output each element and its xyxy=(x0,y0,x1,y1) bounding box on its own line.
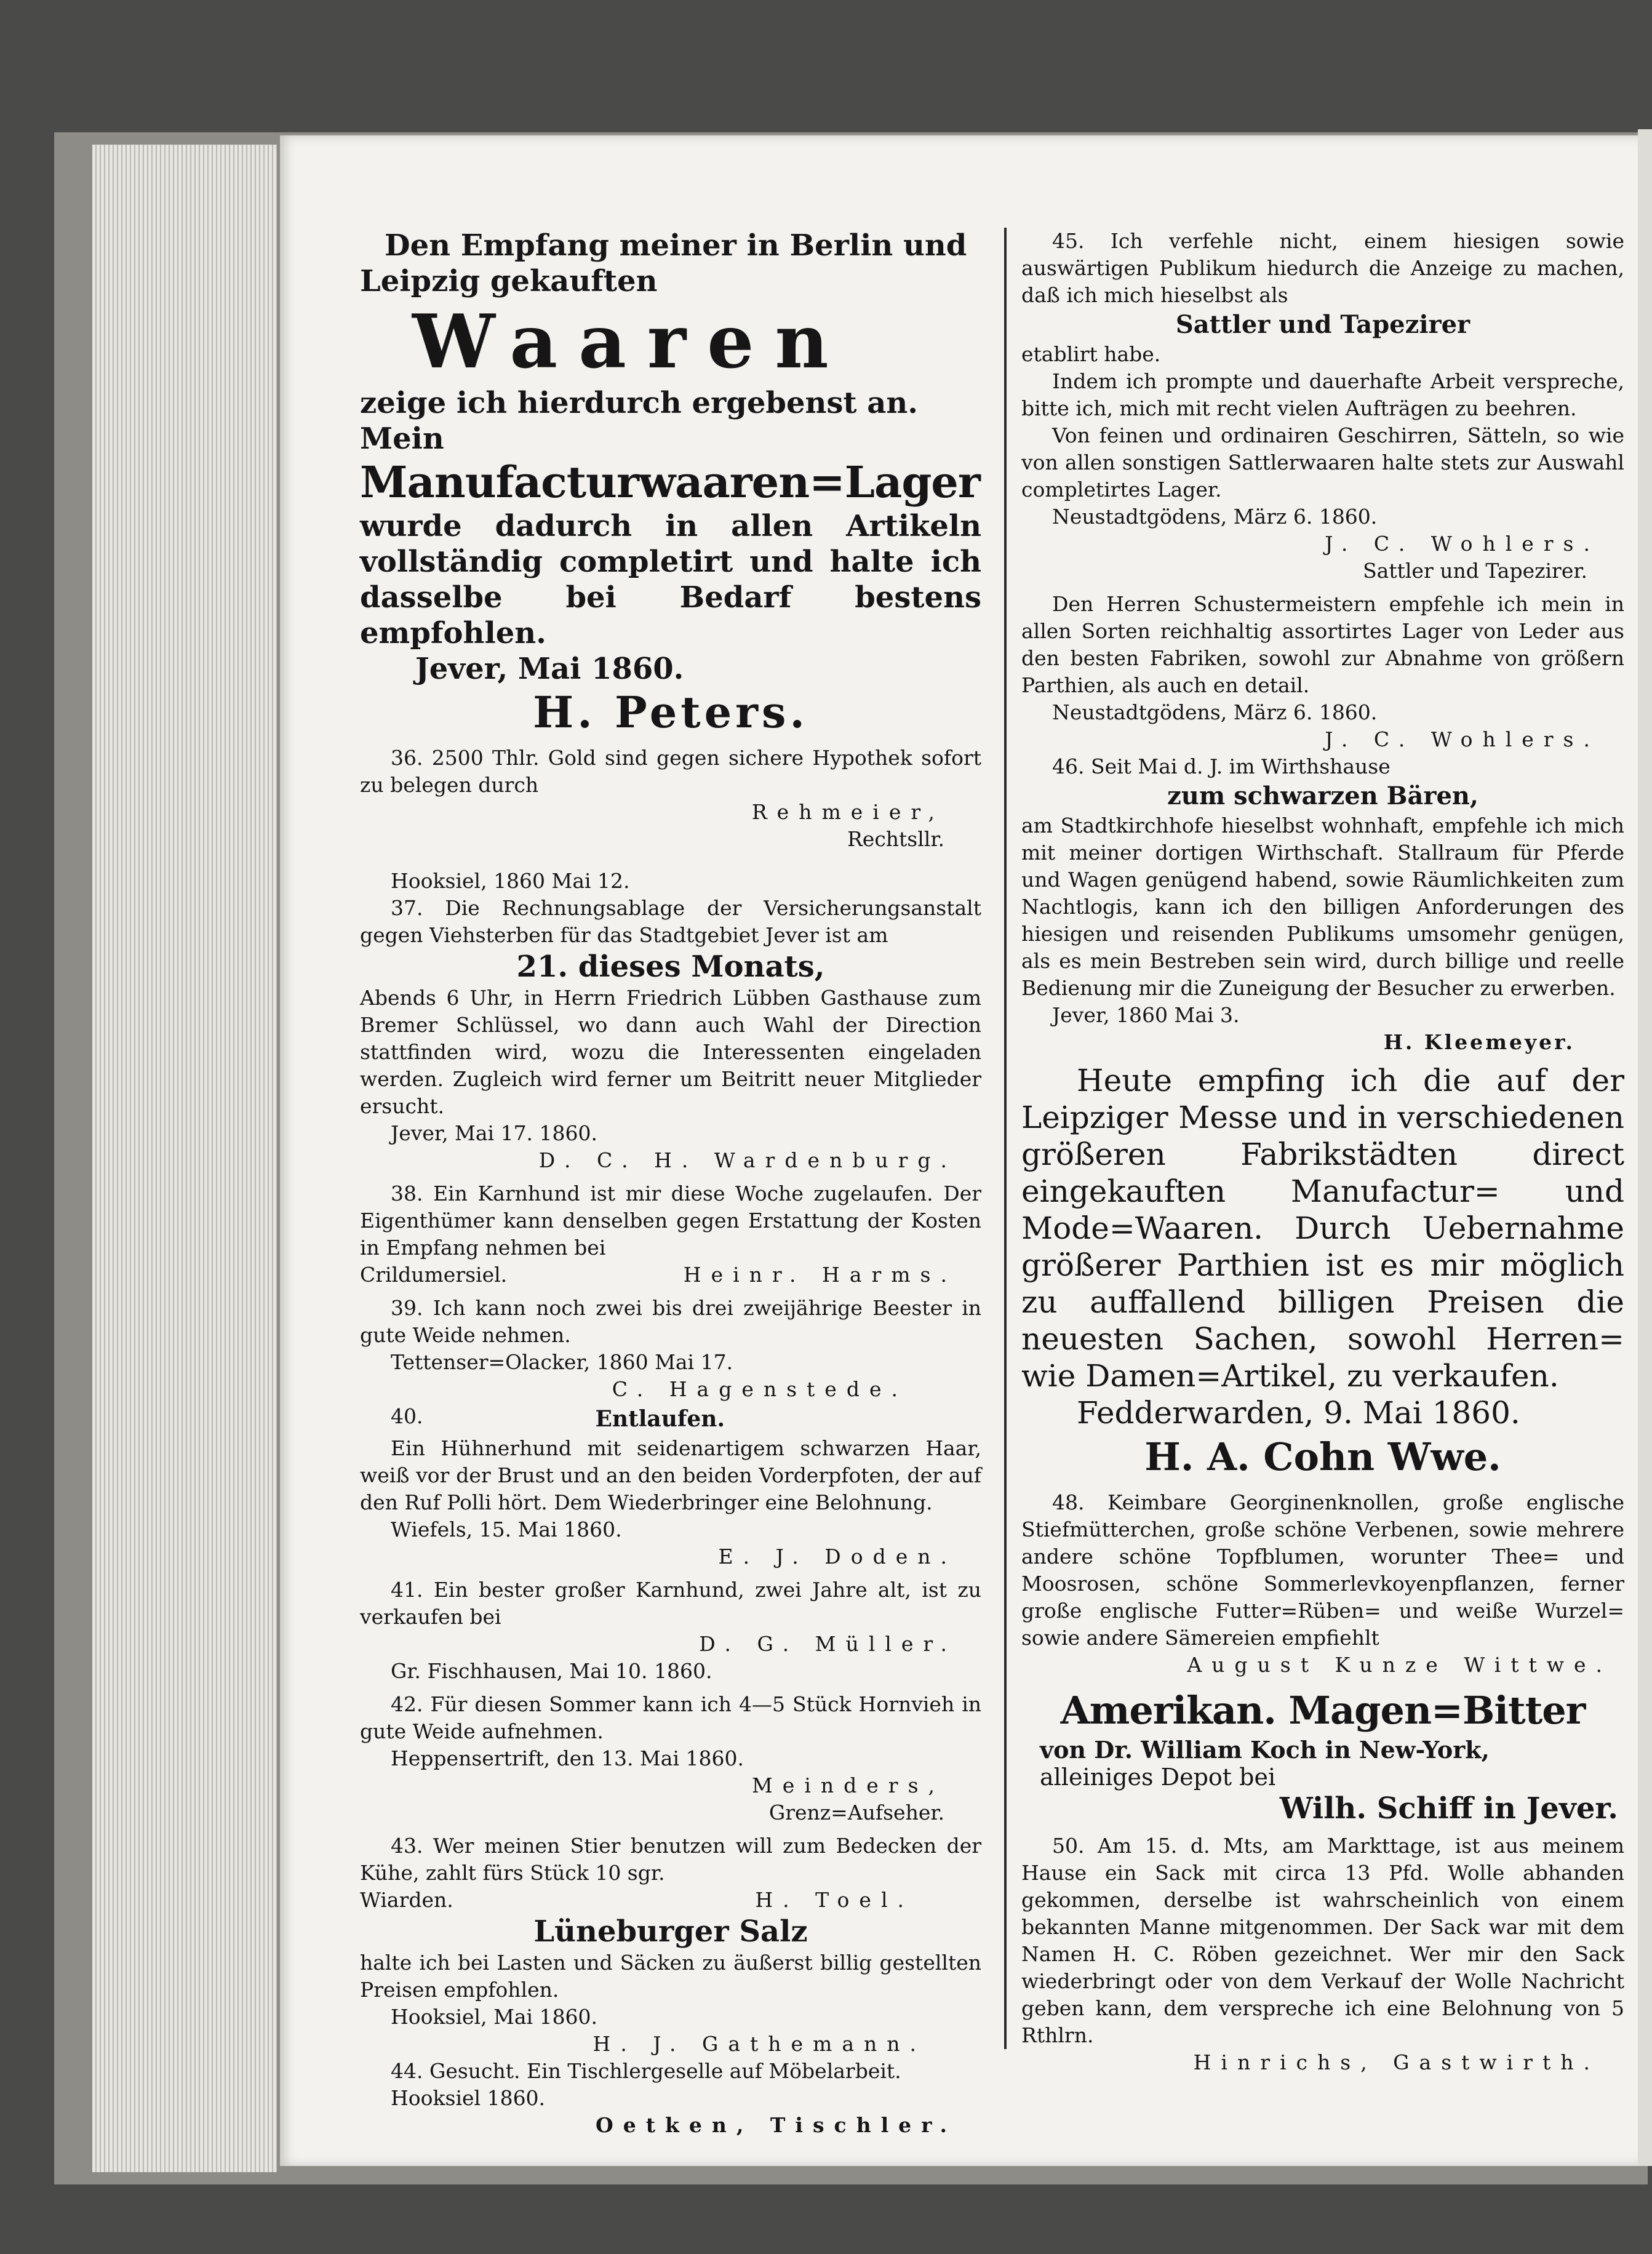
ad-bitter xyxy=(1021,1685,1624,1826)
ad-text: 43. Wer meinen Stier benutzen will zum Bedecken der Kühe, zahlt fürs Stück 10 sgr. xyxy=(360,1834,981,1885)
ad-37 xyxy=(360,895,981,1174)
ad-body: wurde dadurch in allen Artikeln vollständig completirt und halte ich dasselbe bei Bedarf bestens empfohlen. xyxy=(360,509,981,650)
ad-place: Crildumersiel. xyxy=(360,1263,508,1287)
ad-heading: Amerikan. Magen=Bitter xyxy=(1060,1688,1586,1733)
ad-place-date: Hooksiel 1860. xyxy=(391,2086,546,2110)
ad-signer: D. C. H. Wardenburg. xyxy=(538,1148,957,1172)
ad-text: 36. 2500 Thlr. Gold sind gegen sichere Hypothek sofort zu belegen durch xyxy=(360,746,981,797)
ad-body: Heute empfing ich die auf der Leipziger Messe und in verschiedenen größeren Fabrikstädten direct eingekauften Manufactur= und Mode=Waaren. Durch Uebernahme größerer Parthien ist es mir möglich zu auffallend billigen Preisen die neuesten Sachen, sowohl Herren= wie Damen=Artikel, zu verkaufen. xyxy=(1021,1063,1624,1394)
ad-paragraph: Indem ich prompte und dauerhafte Arbeit verspreche, bitte ich, mich mit recht vielen Aufträgen zu beehren. xyxy=(1021,369,1624,420)
ad-place-date: Neustadtgödens, März 6. 1860. xyxy=(1052,700,1378,724)
ad-42 xyxy=(360,1691,981,1826)
ad-text: 37. Die Rechnungsablage der Versicherungsanstalt gegen Viehsterben für das Stadtgebiet Jever ist am xyxy=(360,896,981,947)
ad-dealer: Wilh. Schiff in Jever. xyxy=(1279,1791,1618,1826)
ad-38 xyxy=(360,1180,981,1289)
ad-text: 46. Seit Mai d. J. im Wirthshause xyxy=(1052,754,1391,778)
ad-text: Ein Hühnerhund mit seidenartigem schwarzen Haar, weiß vor der Brust und an den beiden Vorderpfoten, der auf den Ruf Polli hört. Dem Wiederbringer eine Belohnung. xyxy=(360,1436,981,1514)
right-column xyxy=(1021,228,1624,2076)
ad-text: etablirt habe. xyxy=(1021,342,1161,366)
ad-text: von Dr. William Koch in New-York, xyxy=(1040,1736,1490,1764)
ad-40 xyxy=(360,1403,981,1570)
ad-text: 41. Ein bester großer Karnhund, zwei Jahre alt, ist zu verkaufen bei xyxy=(360,1578,981,1629)
page-stack-edge xyxy=(92,145,277,2172)
ad-signer: H. J. Gathemann. xyxy=(593,2032,926,2056)
ad-signer: H. A. Cohn Wwe. xyxy=(1144,1434,1501,1479)
ad-44 xyxy=(360,2058,981,2139)
ad-signer: H. Peters. xyxy=(533,687,808,738)
ad-43 xyxy=(360,1832,981,1914)
ad-39 xyxy=(360,1295,981,1403)
ad-salz xyxy=(360,1914,981,2058)
ad-heading: Entlaufen. xyxy=(595,1406,725,1432)
ad-place-date: Gr. Fischhausen, Mai 10. 1860. xyxy=(391,1659,712,1683)
ad-place-date: Wiefels, 15. Mai 1860. xyxy=(391,1517,622,1541)
ad-48 xyxy=(1021,1489,1624,1679)
ad-text: 48. Keimbare Georginenknollen, große englische Stiefmütterchen, große schöne Verbenen, sowie mehrere andere schöne Topfblumen, worunter Thee= und Moosrosen, schöne Sommerlevkoyenpflanzen, ferner große englische Futter=Rüben= und weiße Wurzel= sowie andere Sämereien empfiehlt xyxy=(1021,1490,1624,1650)
ad-text: 45. Ich verfehle nicht, einem hiesigen sowie auswärtigen Publikum hiedurch die Anzeige zu machen, daß ich mich hieselbst als xyxy=(1021,229,1624,307)
ad-signer: J. C. Wohlers. xyxy=(1325,727,1600,751)
ad-signer-title: Sattler und Tapezirer. xyxy=(1363,559,1587,583)
ad-heading: Lüneburger Salz xyxy=(533,1914,808,1949)
ad-signer: D. G. Müller. xyxy=(699,1632,957,1656)
ad-paragraph: Den Herren Schustermeistern empfehle ich mein in allen Sorten reichhaltig assortirtes Lager von Leder aus den besten Fabriken, sowohl zur Abnahme von größern Parthien, als auch en detail. xyxy=(1021,592,1624,697)
ad-place-date: Hooksiel, 1860 Mai 12. xyxy=(391,869,630,893)
ad-text: 38. Ein Karnhund ist mir diese Woche zugelaufen. Der Eigenthümer kann denselben gegen Erstattung der Kosten in Empfang nehmen bei xyxy=(360,1181,981,1260)
ad-signer: August Kunze Wittwe. xyxy=(1187,1653,1612,1677)
ad-place-date: Jever, Mai 17. 1860. xyxy=(391,1121,598,1145)
ad-place-date: Neustadtgödens, März 6. 1860. xyxy=(1052,505,1378,529)
ad-signer: E. J. Doden. xyxy=(718,1545,957,1569)
ad-paragraph: Von feinen und ordinairen Geschirren, Sätteln, so wie von allen sonstigen Sattlerwaaren halte stets zur Auswahl completirtes Lager. xyxy=(1021,423,1624,502)
ad-50 xyxy=(1021,1832,1624,2076)
column-divider xyxy=(1004,228,1007,2049)
ad-peters xyxy=(360,228,981,738)
ad-signer: Rehmeier, xyxy=(751,800,944,824)
ad-signer: H. Toel. xyxy=(755,1888,914,1912)
ad-intro: Den Empfang meiner in Berlin und Leipzig gekauften xyxy=(360,228,967,298)
ad-place: Wiarden. xyxy=(360,1888,453,1912)
ad-text: 42. Für diesen Sommer kann ich 4—5 Stück Hornvieh in gute Weide aufnehmen. xyxy=(360,1692,981,1743)
ad-signer: H. Kleemeyer. xyxy=(1383,1030,1575,1054)
ad-body: Abends 6 Uhr, in Herrn Friedrich Lübben Gasthause zum Bremer Schlüssel, wo dann auch Wahl der Direction stattfinden wird, wozu die Interessenten eingeladen werden. Zugleich wird ferner um Beitritt neuer Mitglieder ersucht. xyxy=(360,986,981,1118)
ad-waaren-heading: Waaren xyxy=(412,298,850,385)
ad-text: zeige ich hierdurch ergebenst an. Mein xyxy=(360,386,919,456)
ad-signer: Oetken, Tischler. xyxy=(596,2113,957,2137)
ad-signer-title: Rechtsllr. xyxy=(847,827,944,851)
ad-signer-title: Grenz=Aufseher. xyxy=(768,1800,944,1824)
ad-place-date: Hooksiel, Mai 1860. xyxy=(391,2005,598,2029)
ad-signer: Hinrichs, Gastwirth. xyxy=(1193,2050,1600,2074)
ad-lager-heading: Manufacturwaaren=Lager xyxy=(360,457,980,508)
facing-page-edge xyxy=(1638,129,1652,2166)
left-column xyxy=(360,228,981,2139)
ad-text: halte ich bei Lasten und Säcken zu äußerst billig gestellten Preisen empfohlen. xyxy=(360,1951,981,2002)
ad-signer: C. Hagenstede. xyxy=(612,1377,908,1401)
ad-heading: 21. dieses Monats, xyxy=(516,949,825,984)
ad-36 xyxy=(360,745,981,895)
ad-number: 40. xyxy=(391,1404,423,1428)
ad-signer: Heinr. Harms. xyxy=(683,1263,957,1287)
ad-text: alleiniges Depot bei xyxy=(1040,1764,1276,1791)
ad-cohn xyxy=(1021,1062,1624,1483)
ad-body: am Stadtkirchhofe hieselbst wohnhaft, empfehle ich mich mit meiner dortigen Wirthschaft. Stallraum für Pferde und Wagen genügend habend, sowie Räumlichkeiten zum Nachtlogis, kann ich den billigen Anforderungen des hiesigen und reisenden Publikums umsomehr genügen, als es mein Bestreben sein wird, durch billige und reelle Bedienung mir die Zuneigung der Besucher zu erwerben. xyxy=(1021,813,1624,1000)
ad-place-date: Heppensertrift, den 13. Mai 1860. xyxy=(391,1746,744,1770)
ad-signer: J. C. Wohlers. xyxy=(1325,532,1600,556)
ad-signer: Meinders, xyxy=(752,1773,944,1797)
ad-place-date: Jever, 1860 Mai 3. xyxy=(1052,1003,1240,1027)
ad-text: 44. Gesucht. Ein Tischlergeselle auf Möbelarbeit. xyxy=(391,2059,901,2083)
ad-place-date: Fedderwarden, 9. Mai 1860. xyxy=(1077,1395,1520,1431)
ad-46 xyxy=(1021,753,1624,1056)
ad-text: 50. Am 15. d. Mts, am Markttage, ist aus meinem Hause ein Sack mit circa 13 Pfd. Wolle abhanden gekommen, derselbe ist wahrscheinlich von einem bekannten Manne mitgenommen. Der Sack war mit dem Namen H. C. Röben gezeichnet. Wer mir den Sack wiederbringt oder von dem Verkauf der Wolle Nachricht geben kann, dem verspreche ich eine Belohnung von 5 Rthlrn. xyxy=(1021,1834,1624,2047)
ad-text: 39. Ich kann noch zwei bis drei zweijährige Beester in gute Weide nehmen. xyxy=(360,1296,981,1347)
ad-date: Jever, Mai 1860. xyxy=(415,652,684,686)
ad-45 xyxy=(1021,228,1624,753)
ad-heading: Sattler und Tapezirer xyxy=(1175,310,1470,339)
ad-place-date: Tettenser=Olacker, 1860 Mai 17. xyxy=(391,1350,733,1374)
ad-heading: zum schwarzen Bären, xyxy=(1167,781,1478,810)
ad-41 xyxy=(360,1577,981,1685)
